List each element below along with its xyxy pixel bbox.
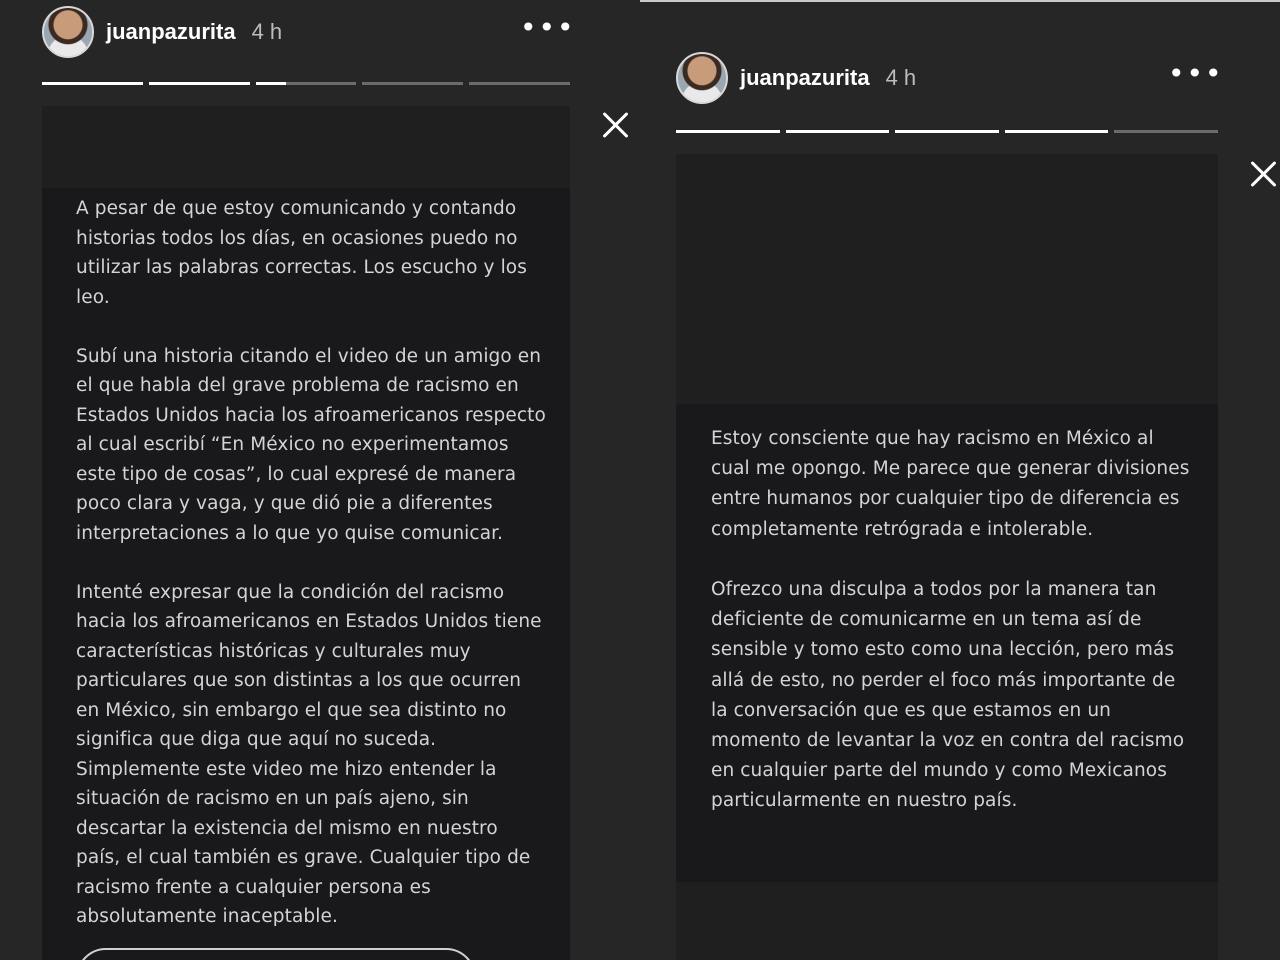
avatar[interactable] [676, 52, 728, 104]
story-progress-bar [42, 82, 570, 85]
progress-fill [895, 130, 999, 133]
progress-segment [149, 82, 250, 85]
timestamp: 4 h [885, 65, 917, 90]
more-options-icon[interactable]: ••• [520, 11, 576, 44]
more-options-icon[interactable]: ••• [1168, 57, 1224, 90]
story-header [676, 52, 916, 104]
progress-segment [362, 82, 463, 85]
story-text [711, 424, 1196, 817]
progress-fill [676, 130, 780, 133]
progress-fill [42, 82, 143, 85]
story-panel-right [640, 0, 1280, 960]
story-header [42, 6, 282, 58]
close-icon[interactable] [1250, 160, 1278, 188]
story-paragraph: Subí una historia citando el video de un amigo en el que habla del grave problema de racismo en Estados Unidos hacia los afroamericanos respecto al cual escribí “En México no experimentamos este tipo de cosas”, lo cual expresé de manera poco clara y vaga, y que dió pie a diferentes interpretaciones a lo que yo quise comunicar. [76, 345, 546, 544]
progress-fill [149, 82, 250, 85]
story-paragraph: Intenté expresar que la condición del racismo hacia los afroamericanos en Estados Unidos tiene características históricas y culturales muy particulares que son distintas a los que ocurren en México, sin embargo el que sea distinto no significa que diga que aquí no suceda. Simplemente este video me hizo entender la situación de racismo en un país ajeno, sin descartar la existencia del mismo en nuestro país, el cual también es grave. Cualquier tipo de racismo frente a cualquier persona es absolutamente inaceptable. [76, 581, 542, 927]
reply-input[interactable] [76, 948, 476, 960]
username[interactable]: juanpazurita [740, 65, 870, 90]
progress-segment [895, 130, 999, 133]
story-paragraph: Estoy consciente que hay racismo en México al cual me opongo. Me parece que generar divisiones entre humanos por cualquier tipo de diferencia es completamente retrógrada e intolerable. [711, 428, 1190, 540]
username[interactable]: juanpazurita [106, 19, 236, 44]
story-paragraph: A pesar de que estoy comunicando y contando historias todos los días, en ocasiones puedo no utilizar las palabras correctas. Los escucho y los leo. [76, 198, 527, 308]
timestamp: 4 h [251, 19, 283, 44]
progress-segment [786, 130, 890, 133]
story-text [76, 194, 546, 932]
progress-segment [469, 82, 570, 85]
progress-fill [1005, 130, 1109, 133]
progress-segment [1005, 130, 1109, 133]
avatar[interactable] [42, 6, 94, 58]
progress-segment [676, 130, 780, 133]
story-progress-bar [676, 130, 1218, 133]
progress-segment [1114, 130, 1218, 133]
close-icon[interactable] [602, 111, 630, 139]
story-paragraph: Ofrezco una disculpa a todos por la manera tan deficiente de comunicarme en un tema así de sensible y tomo esto como una lección, pero más allá de esto, no perder el foco más importante de la conversación que es que estamos en un momento de levantar la voz en contra del racismo en cualquier parte del mundo y como Mexicanos particularmente en nuestro país. [711, 579, 1185, 812]
progress-segment [42, 82, 143, 85]
progress-segment [256, 82, 357, 85]
progress-fill [256, 82, 286, 85]
progress-fill [786, 130, 890, 133]
